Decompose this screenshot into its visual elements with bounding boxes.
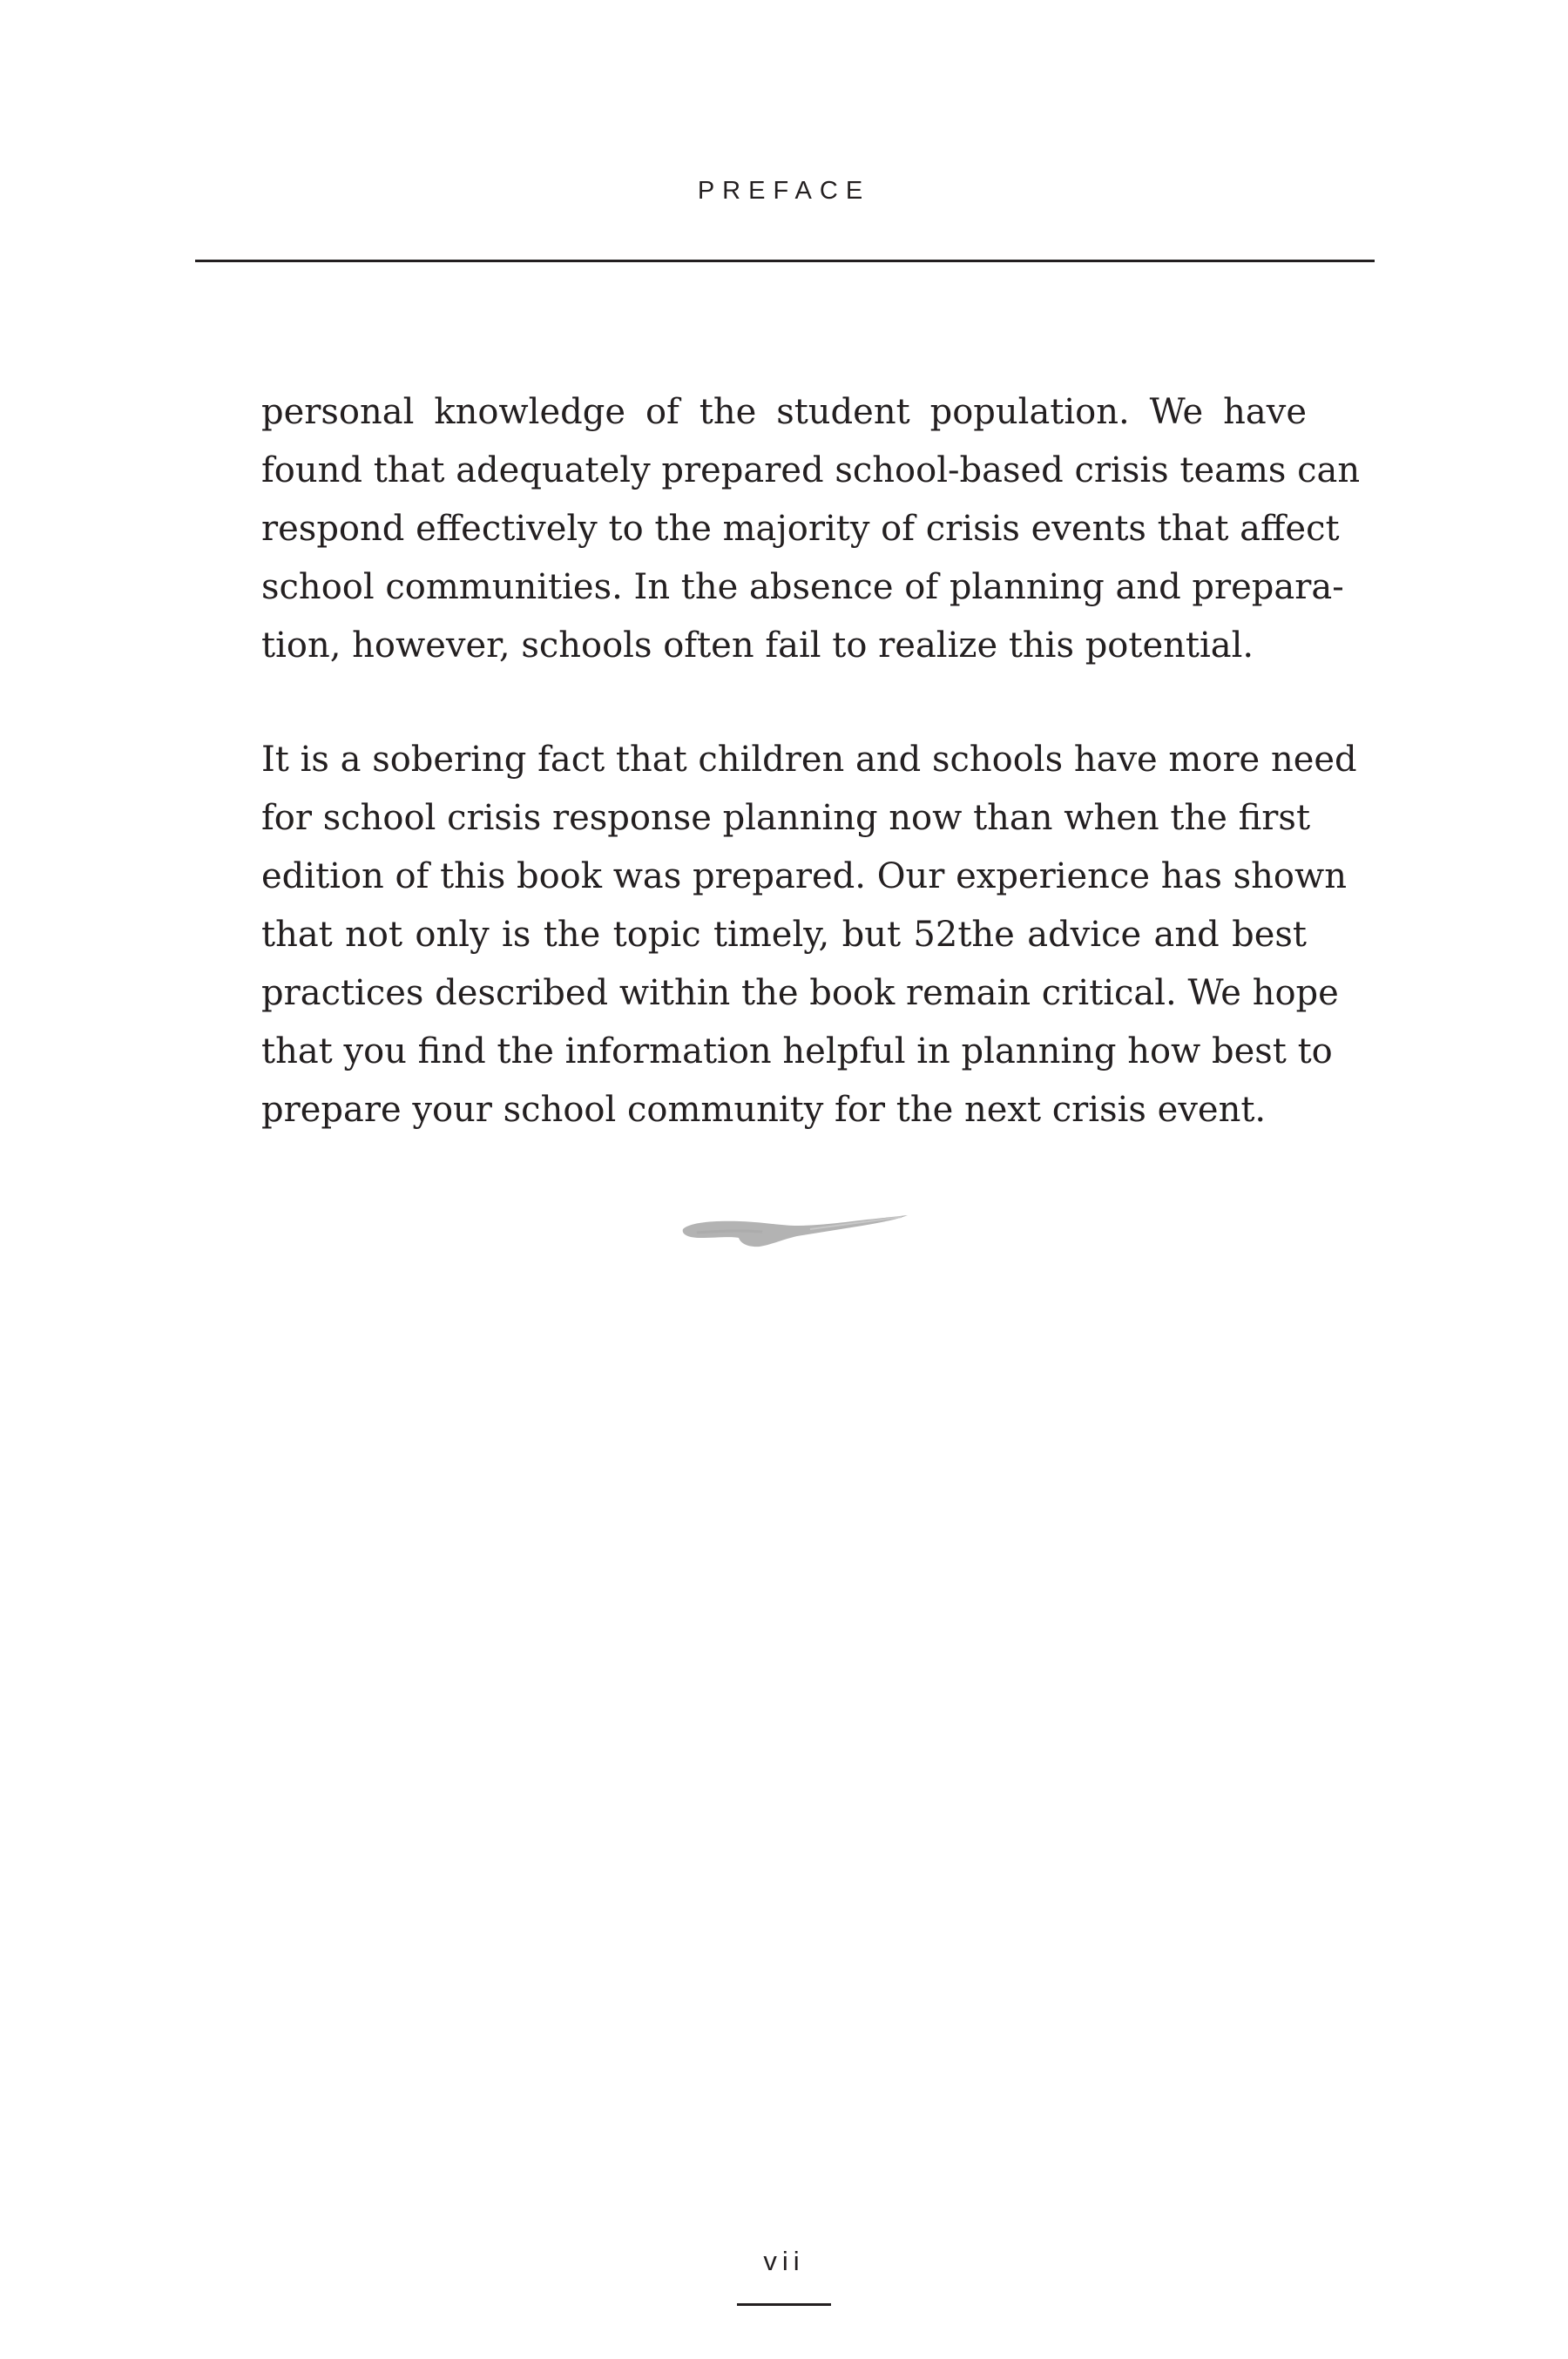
brush-stroke-ornament-icon	[679, 1207, 910, 1259]
text-line: prepare your school community for the next crisis event.	[261, 1090, 1267, 1130]
header-rule	[195, 260, 1375, 262]
text-line: edition of this book was prepared. Our experience has shown	[261, 856, 1347, 896]
text-line: for school crisis response planning now than when the first	[261, 798, 1311, 838]
page-number: vii	[763, 2246, 805, 2276]
paragraph-2	[261, 731, 1357, 1139]
text-line: respond effectively to the majority of crisis events that affect	[261, 509, 1340, 549]
text-line: that not only is the topic timely, but 52the advice and best	[261, 915, 1307, 955]
text-line: that you find the information helpful in planning how best to	[261, 1031, 1333, 1071]
text-line: tion, however, schools often fail to realize this potential.	[261, 625, 1254, 666]
running-head: PREFACE	[697, 177, 871, 205]
text-line: practices described within the book remain critical. We hope	[261, 973, 1339, 1013]
text-line: found that adequately prepared school-based crisis teams can	[261, 450, 1361, 490]
text-line: school communities. In the absence of planning and prepara-	[261, 567, 1344, 607]
footer-rule	[737, 2303, 831, 2306]
paragraph-1	[261, 383, 1361, 675]
text-line: personal knowledge of the student population. We have	[261, 392, 1307, 432]
body-text	[261, 383, 1361, 1139]
paragraph-gap	[261, 675, 1307, 731]
text-line: It is a sobering fact that children and schools have more need	[261, 740, 1357, 780]
